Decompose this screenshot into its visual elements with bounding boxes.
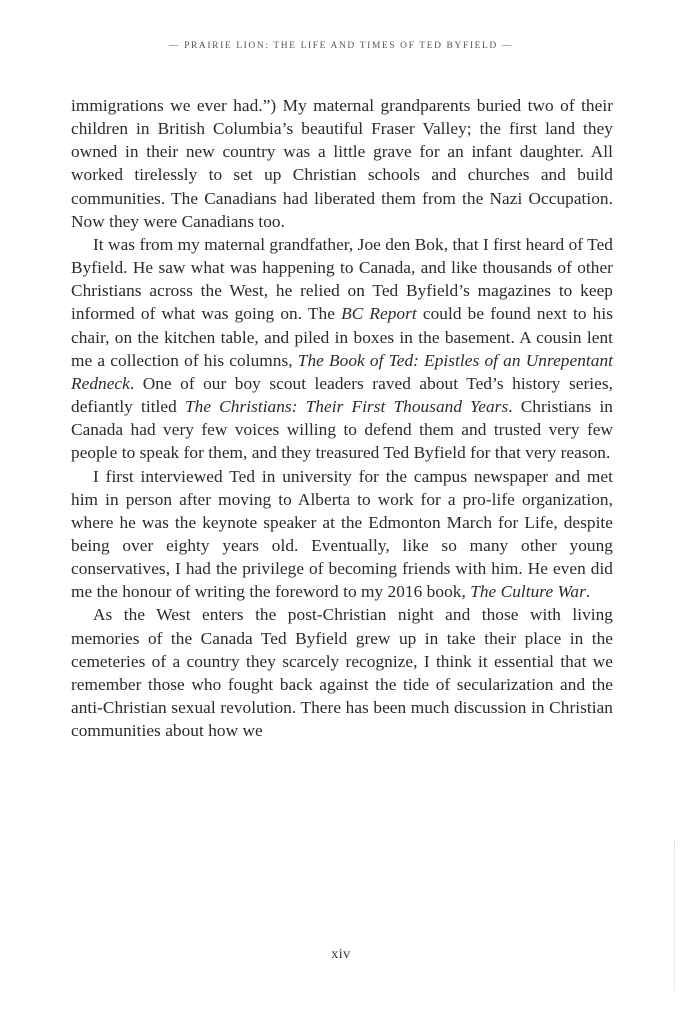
paragraph-4: As the West enters the post-Christian night and those with living memories of the Canada Ted Byfield grew up in take their place in the cemeteries of a country they scarcely recognize, I think it essential that we remember those who fought back against the tide of secularization and the anti-Christian sexual revolution. There has been much discussion in Christian communities about how we bbox=[71, 605, 613, 741]
paragraph-2-text-2: could be found next to his chair, on the kitchen table, and piled in boxes in the basement. A cousin lent me a collection of his columns, bbox=[71, 304, 613, 370]
paragraph-2-text-4: . Christians in Canada had very few voices willing to defend them and trusted very few people to speak for them, and they treasured Ted Byfield for that very reason. bbox=[71, 397, 613, 463]
body-text bbox=[71, 94, 613, 742]
paragraph-2-text-3: . One of our boy scout leaders raved about Ted’s history series, defiantly titled bbox=[71, 373, 613, 417]
paragraph-2-text-1: It was from my maternal grandfather, Joe den Bok, that I first heard of Ted Byfield. He saw what was happening to Canada, and like thousands of other Christians across the West, he relied on Ted Byfield’s magazines to keep informed of what was going on. The bbox=[71, 234, 613, 324]
paragraph-1: immigrations we ever had.”) My maternal grandparents buried two of their children in British Columbia’s beautiful Fraser Valley; the first land they owned in their new country was a little grave for an infant daughter. All worked tirelessly to set up Christian schools and churches and build communities. The Canadians had liberated them from the Nazi Occupation. Now they were Canadians too. bbox=[71, 96, 613, 231]
paragraph-3 bbox=[71, 465, 613, 604]
italic-title-the-christians: The Christians: Their First Thousand Years bbox=[184, 397, 509, 417]
italic-title-culture-war: The Culture War bbox=[470, 582, 586, 602]
paragraph-3-text-2: . bbox=[585, 582, 591, 602]
page-number: xiv bbox=[331, 947, 351, 962]
italic-title-bc-report: BC Report bbox=[341, 304, 417, 324]
paragraph-2 bbox=[71, 233, 613, 465]
paragraph-3-text-1: I first interviewed Ted in university for the campus newspaper and met him in person after moving to Alberta to work for a pro-life organization, where he was the keynote speaker at the Edmonton March for Life, despite being over eighty years old. Eventually, like so many other young conservatives, I had the privilege of becoming friends with him. He even did me the honour of writing the foreword to my 2016 book, bbox=[71, 466, 613, 602]
italic-title-book-of-ted: The Book of Ted: Epistles of an Unrepentant Redneck bbox=[71, 350, 613, 393]
page-edge-marks bbox=[672, 840, 675, 990]
running-head: — PRAIRIE LION: THE LIFE AND TIMES OF TED BYFIELD — bbox=[169, 41, 513, 51]
